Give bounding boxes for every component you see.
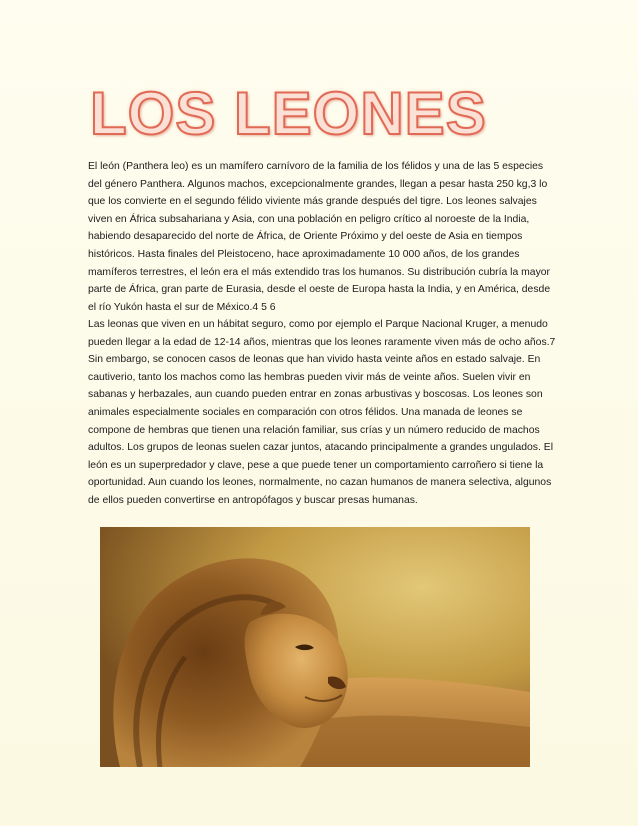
page-title: LOS LEONES: [90, 80, 487, 147]
lion-illustration: [100, 527, 530, 767]
paragraph-intro: El león (Panthera leo) es un mamífero carnívoro de la familia de los félidos y una de las 5 especies del género Panthera. Algunos machos, excepcionalmente grandes, llegan a pesar hasta 250 kg,3 lo que los convierte en el segundo félido viviente más grande después del tigre. Los leones salvajes viven en África subsahariana y Asia, con una población en peligro crítico al noroeste de la India, habiendo desaparecido del norte de África, de Oriente Próximo y del oeste de Asia en tiempos históricos. Hasta finales del Pleistoceno, hace aproximadamente 10 000 años, de los grandes mamíferos terrestres, el león era el más extendido tras los humanos. Su distribución cubría la mayor parte de África, gran parte de Eurasia, desde el oeste de Europa hasta la India, y en América, desde el río Yukón hasta el sur de México.4 5 6: [88, 161, 551, 313]
paragraph-lionesses: Las leonas que viven en un hábitat seguro, como por ejemplo el Parque Nacional Kruger, a menudo pueden llegar a la edad de 12-14 años, mientras que los leones raramente viven más de ocho años.7 Sin embargo, se conocen casos de leonas que han vivido hasta veinte años en estado salvaje. En cautiverio, tanto los machos como las hembras pueden vivir más de veinte años. Suelen vivir en sabanas y herbazales, aun cuando pueden entrar en zonas arbustivas y boscosas. Los leones son animales especialmente sociales en comparación con otros félidos. Una manada de leones se compone de hembras que tienen una relación familiar, sus crías y un número reducido de machos adultos. Los grupos de leonas suelen cazar juntos, atacando principalmente a grandes ungulados. El león es un superpredador y clave, pese a que puede tener un comportamiento carroñero si tiene la oportunidad. Aun cuando los leones, normalmente, no cazan humanos de manera selectiva, algunos de ellos pueden convertirse en antropófagos y buscar presas humanas.: [88, 319, 556, 506]
lion-photo: [100, 527, 530, 767]
